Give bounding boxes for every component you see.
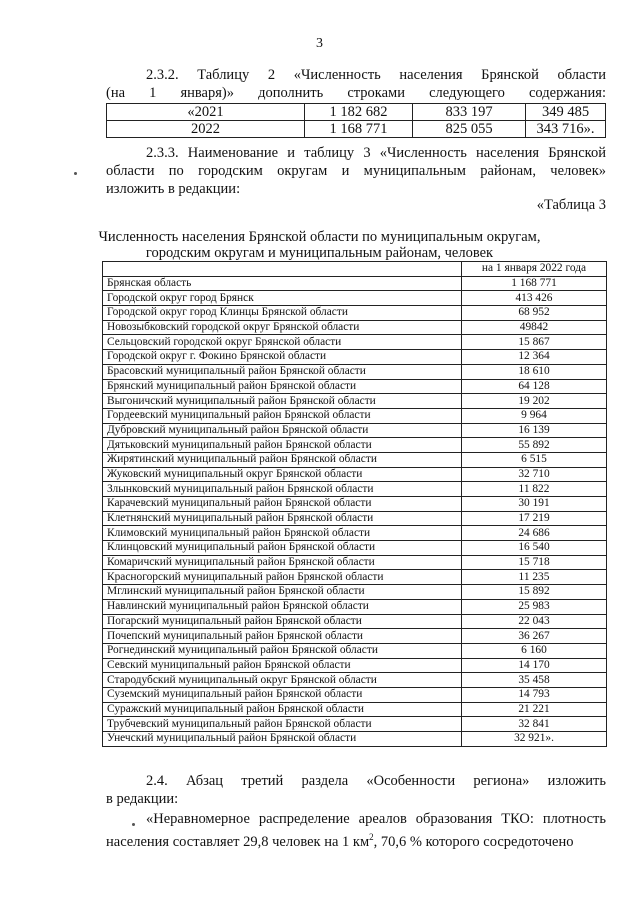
- population-value: 30 191: [462, 497, 607, 512]
- population-value: 36 267: [462, 629, 607, 644]
- population-value: 11 822: [462, 482, 607, 497]
- population-value: 49842: [462, 320, 607, 335]
- municipality-name: Почепский муниципальный район Брянской области: [103, 629, 462, 644]
- table-row: [103, 306, 607, 321]
- population-value: 6 160: [462, 643, 607, 658]
- table-row: [103, 423, 607, 438]
- table-row: [103, 276, 607, 291]
- table-row: [103, 335, 607, 350]
- municipality-name: Городской округ город Клинцы Брянской области: [103, 306, 462, 321]
- table-3-label: «Таблица 3: [536, 197, 606, 213]
- table-header-row: [103, 262, 607, 277]
- section-2-3-3-line-2: области по городским округам и муниципальным районам, человек»: [106, 163, 606, 179]
- municipality-name: Унечский муниципальный район Брянской области: [103, 732, 462, 747]
- table-3-population: [102, 261, 607, 747]
- municipality-name: Рогнединский муниципальный район Брянской области: [103, 643, 462, 658]
- table-column-header: на 1 января 2022 года: [462, 262, 607, 277]
- municipality-name: Клинцовский муниципальный район Брянской области: [103, 541, 462, 556]
- table-row: [103, 497, 607, 512]
- section-2-4-line-2: в редакции:: [106, 791, 179, 807]
- municipality-name: Карачевский муниципальный район Брянской области: [103, 497, 462, 512]
- municipality-name: Брянская область: [103, 276, 462, 291]
- population-value: 18 610: [462, 364, 607, 379]
- municipality-name: Климовский муниципальный район Брянской области: [103, 526, 462, 541]
- population-value: 16 540: [462, 541, 607, 556]
- population-value: 15 718: [462, 555, 607, 570]
- table-cell-total: 1 182 682: [305, 104, 413, 121]
- population-value: 14 793: [462, 687, 607, 702]
- table-row: [103, 320, 607, 335]
- table-cell-rural: 343 716».: [526, 121, 606, 138]
- population-value: 22 043: [462, 614, 607, 629]
- municipality-name: Брасовский муниципальный район Брянской области: [103, 364, 462, 379]
- page-number: 3: [316, 36, 323, 51]
- municipality-name: Трубчевский муниципальный район Брянской области: [103, 717, 462, 732]
- population-value: 35 458: [462, 673, 607, 688]
- section-2-3-3-line-3: изложить в редакции:: [106, 181, 241, 197]
- table-row: [103, 526, 607, 541]
- table-row: [103, 614, 607, 629]
- municipality-name: Городской округ г. Фокино Брянской области: [103, 350, 462, 365]
- table-row: [103, 687, 607, 702]
- table-row: [103, 408, 607, 423]
- municipality-name: Стародубский муниципальный округ Брянской области: [103, 673, 462, 688]
- municipality-name: Суземский муниципальный район Брянской области: [103, 687, 462, 702]
- quote-line-2-after: , 70,6 % которого сосредоточено: [373, 833, 574, 850]
- municipality-name: Выгоничский муниципальный район Брянской области: [103, 394, 462, 409]
- table-row: [103, 541, 607, 556]
- population-value: 17 219: [462, 511, 607, 526]
- table-header-blank: [103, 262, 462, 277]
- table-row: [103, 585, 607, 600]
- scan-speck: [132, 823, 135, 826]
- municipality-name: Жирятинский муниципальный район Брянской области: [103, 452, 462, 467]
- table-row: [103, 658, 607, 673]
- population-value: 19 202: [462, 394, 607, 409]
- municipality-name: Красногорский муниципальный район Брянской области: [103, 570, 462, 585]
- table-row: [103, 732, 607, 747]
- population-value: 16 139: [462, 423, 607, 438]
- table-row: [107, 121, 606, 138]
- table-cell-year: 2022: [107, 121, 305, 138]
- table-row: [103, 511, 607, 526]
- section-2-3-2-line-1: 2.3.2. Таблицу 2 «Численность населения Брянской области: [146, 67, 606, 83]
- municipality-name: Дубровский муниципальный район Брянской области: [103, 423, 462, 438]
- scan-speck: [74, 172, 77, 175]
- quote-line-2: [106, 828, 606, 851]
- table-row: [103, 438, 607, 453]
- table-row: [107, 104, 606, 121]
- quote-line-2-before: населения составляет 29,8 человек на 1 км: [106, 833, 370, 850]
- superscript-2: 2: [369, 832, 374, 842]
- table-row: [103, 452, 607, 467]
- population-value: 68 952: [462, 306, 607, 321]
- table-2-additions: [106, 103, 606, 138]
- table-cell-total: 1 168 771: [305, 121, 413, 138]
- municipality-name: Дятьковский муниципальный район Брянской области: [103, 438, 462, 453]
- table-row: [103, 599, 607, 614]
- table-cell-rural: 349 485: [526, 104, 606, 121]
- municipality-name: Новозыбковский городской округ Брянской области: [103, 320, 462, 335]
- population-value: 14 170: [462, 658, 607, 673]
- section-2-3-3-line-1: 2.3.3. Наименование и таблицу 3 «Численность населения Брянской: [146, 145, 606, 161]
- table-row: [103, 673, 607, 688]
- municipality-name: Комаричский муниципальный район Брянской области: [103, 555, 462, 570]
- section-2-3-2-line-2: (на 1 января)» дополнить строками следующего содержания:: [106, 85, 606, 101]
- population-value: 32 710: [462, 467, 607, 482]
- municipality-name: Суражский муниципальный район Брянской области: [103, 702, 462, 717]
- municipality-name: Злынковский муниципальный район Брянской области: [103, 482, 462, 497]
- table-cell-urban: 825 055: [413, 121, 526, 138]
- population-value: 32 921».: [462, 732, 607, 747]
- table-row: [103, 394, 607, 409]
- municipality-name: Клетнянский муниципальный район Брянской области: [103, 511, 462, 526]
- municipality-name: Жуковский муниципальный округ Брянской области: [103, 467, 462, 482]
- population-value: 15 867: [462, 335, 607, 350]
- population-value: 32 841: [462, 717, 607, 732]
- population-value: 25 983: [462, 599, 607, 614]
- table-row: [103, 702, 607, 717]
- population-value: 21 221: [462, 702, 607, 717]
- quote-line-1: «Неравномерное распределение ареалов образования ТКО: плотность: [146, 811, 606, 827]
- population-value: 24 686: [462, 526, 607, 541]
- population-value: 1 168 771: [462, 276, 607, 291]
- municipality-name: Мглинский муниципальный район Брянской области: [103, 585, 462, 600]
- population-value: 15 892: [462, 585, 607, 600]
- population-value: 6 515: [462, 452, 607, 467]
- table-row: [103, 555, 607, 570]
- table-row: [103, 350, 607, 365]
- municipality-name: Городской округ город Брянск: [103, 291, 462, 306]
- municipality-name: Навлинский муниципальный район Брянской области: [103, 599, 462, 614]
- population-value: 413 426: [462, 291, 607, 306]
- table-cell-year: «2021: [107, 104, 305, 121]
- table-row: [103, 364, 607, 379]
- population-value: 55 892: [462, 438, 607, 453]
- table-row: [103, 467, 607, 482]
- population-value: 64 128: [462, 379, 607, 394]
- table-row: [103, 482, 607, 497]
- municipality-name: Гордеевский муниципальный район Брянской области: [103, 408, 462, 423]
- table-row: [103, 629, 607, 644]
- table-cell-urban: 833 197: [413, 104, 526, 121]
- table-row: [103, 643, 607, 658]
- table-3-caption-line-2: городским округам и муниципальным районам, человек: [145, 245, 494, 261]
- table-row: [103, 570, 607, 585]
- population-value: 12 364: [462, 350, 607, 365]
- table-3-caption-line-1: Численность населения Брянской области по муниципальным округам,: [98, 229, 541, 245]
- table-row: [103, 291, 607, 306]
- population-value: 9 964: [462, 408, 607, 423]
- municipality-name: Брянский муниципальный район Брянской области: [103, 379, 462, 394]
- population-value: 11 235: [462, 570, 607, 585]
- table-row: [103, 717, 607, 732]
- municipality-name: Сельцовский городской округ Брянской области: [103, 335, 462, 350]
- municipality-name: Погарский муниципальный район Брянской области: [103, 614, 462, 629]
- table-row: [103, 379, 607, 394]
- section-2-4-line-1: 2.4. Абзац третий раздела «Особенности региона» изложить: [146, 773, 606, 789]
- municipality-name: Севский муниципальный район Брянской области: [103, 658, 462, 673]
